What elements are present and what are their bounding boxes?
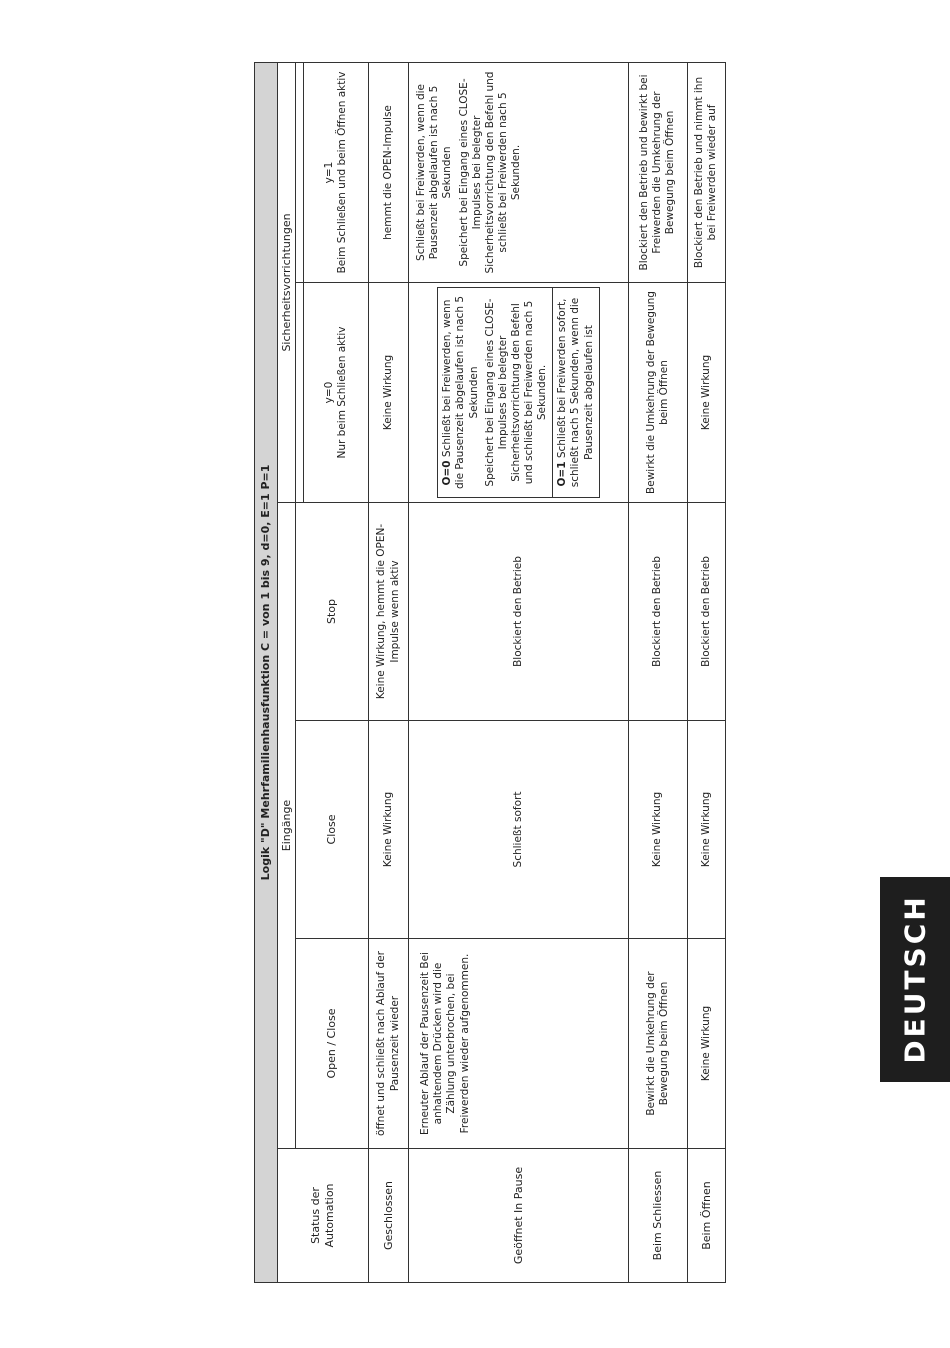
- logic-table-container: [254, 63, 726, 1283]
- y0-cell: Keine Wirkung: [687, 283, 725, 503]
- inputs-header: Eingänge: [278, 503, 296, 1149]
- open-close-cell: öffnet und schließt nach Ablauf der Pausenzeit wieder: [369, 939, 409, 1149]
- safety-header: Sicherheitsvorrichtungen: [278, 62, 296, 502]
- open-close-cell: Keine Wirkung: [687, 939, 725, 1149]
- option-o0-text-a: Schließt bei Freiwerden, wenn die Pausenzeit abgelaufen ist nach 5 Sekunden: [441, 296, 480, 490]
- option-o1-text: Schließt bei Freiwerden sofort, schließt nach 5 Sekunden, wenn die Pausenzeit abgelaufen ist: [556, 297, 595, 488]
- col-stop-header: Stop: [296, 503, 369, 721]
- table-row: [687, 62, 725, 1282]
- close-cell: Keine Wirkung: [369, 721, 409, 939]
- col-y1-desc: Beim Schließen und beim Öffnen aktiv: [335, 71, 348, 274]
- status-cell: Beim Öffnen: [687, 1149, 725, 1283]
- stop-cell: Blockiert den Betrieb: [628, 503, 687, 721]
- col-y0-desc: Nur beim Schließen aktiv: [335, 326, 348, 459]
- col-y1-header: [303, 62, 368, 282]
- col-y1-code: y=1: [322, 161, 335, 184]
- y0-cell: Bewirkt die Umkehrung der Bewegung beim Öffnen: [628, 283, 687, 503]
- y1-text-b: Speichert bei Eingang eines CLOSE-Impulses bei belegter Sicherheitsvorrichtung den Befehl und schließt bei Freiwerden nach 5 Sekunden.: [457, 71, 523, 274]
- y0-cell: Keine Wirkung: [369, 283, 409, 503]
- open-close-cell: Erneuter Ablauf der Pausenzeit Bei anhaltendem Drücken wird die Zählung unterbrochen, bei Freiwerden wieder aufgenommen.: [409, 939, 629, 1149]
- option-o0-label: O=0: [441, 460, 454, 486]
- status-cell: Geöffnet In Pause: [409, 1149, 629, 1283]
- y0-options: [437, 287, 599, 498]
- open-close-cell: Bewirkt die Umkehrung der Bewegung beim Öffnen: [628, 939, 687, 1149]
- option-o1-label: O=1: [556, 461, 569, 487]
- close-cell: Keine Wirkung: [628, 721, 687, 939]
- close-cell: Keine Wirkung: [687, 721, 725, 939]
- y0-cell: [409, 283, 629, 503]
- y1-cell: hemmt die OPEN-Impulse: [369, 62, 409, 282]
- col-open-close-header: Open / Close: [296, 939, 369, 1149]
- table-row: [369, 62, 409, 1282]
- option-o0-text-b: Speichert bei Eingang eines CLOSE-Impulses bei belegter Sicherheitsvorrichtung den Befehl und schließt bei Freiwerden nach 5 Sekunden.: [483, 298, 549, 487]
- language-tab-label: DEUTSCH: [898, 894, 932, 1064]
- close-cell: Schließt sofort: [409, 721, 629, 939]
- y1-text-a: Schließt bei Freiwerden, wenn die Pausenzeit abgelaufen ist nach 5 Sekunden: [415, 84, 454, 261]
- y1-cell: Blockiert den Betrieb und bewirkt bei Freiwerden die Umkehrung der Bewegung beim Öffnen: [628, 62, 687, 282]
- col-y0-code: y=0: [322, 381, 335, 404]
- status-cell: Beim Schliessen: [628, 1149, 687, 1283]
- y1-cell: [409, 62, 629, 282]
- stop-cell: Blockiert den Betrieb: [687, 503, 725, 721]
- stop-cell: Blockiert den Betrieb: [409, 503, 629, 721]
- status-cell: Geschlossen: [369, 1149, 409, 1283]
- col-y0-header: [303, 283, 368, 503]
- table-title: Logik "D" Mehrfamilienhausfunktion C = von 1 bis 9, d=0, E=1 P=1: [255, 62, 278, 1282]
- table-row: [409, 62, 629, 1282]
- col-close-header: Close: [296, 721, 369, 939]
- status-header: Status der Automation: [278, 1149, 369, 1283]
- stop-cell: Keine Wirkung, hemmt die OPEN-Impulse wenn aktiv: [369, 503, 409, 721]
- table-row: [628, 62, 687, 1282]
- logic-table: [254, 62, 726, 1283]
- y1-cell: Blockiert den Betrieb und nimmt ihn bei Freiwerden wieder auf: [687, 62, 725, 282]
- language-tab: [880, 877, 950, 1082]
